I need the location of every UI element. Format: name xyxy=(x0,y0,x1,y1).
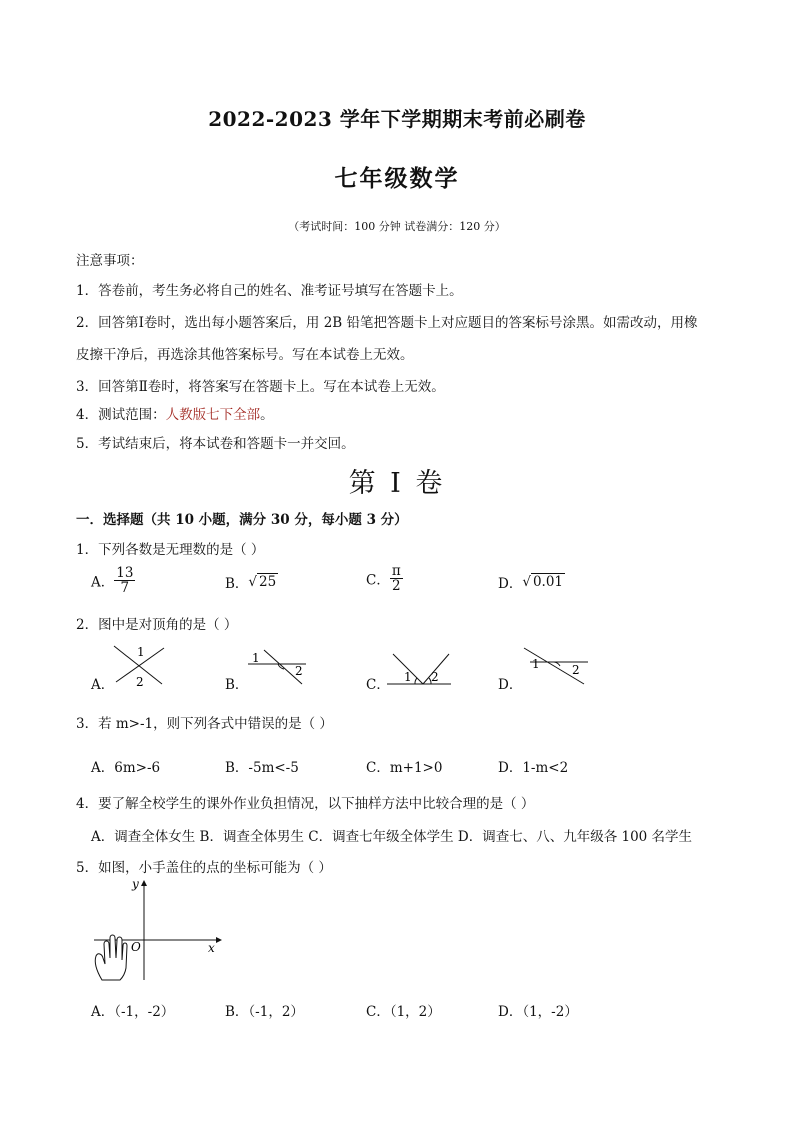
q2-b-angle-1: 1 xyxy=(252,651,260,665)
q3-option-a: A．6m>-6 xyxy=(91,760,161,776)
q1-stem: 1．下列各数是无理数的是（ ） xyxy=(76,542,265,558)
q1-d-label: D． xyxy=(498,576,523,592)
q4-options: A．调查全体女生 B．调查全体男生 C．调查七年级全体学生 D．调查七、八、九年级各 100 名学生 xyxy=(91,829,693,845)
q1-a-label: A． xyxy=(91,574,115,591)
q2-a-angle-1: 1 xyxy=(137,645,145,659)
q2-stem: 2．图中是对顶角的是（ ） xyxy=(76,617,238,633)
origin-label: O xyxy=(131,940,141,954)
q5-stem: 5．如图，小手盖住的点的坐标可能为（ ） xyxy=(76,860,332,876)
q1-a-denominator: 7 xyxy=(120,580,130,597)
y-axis-arrow-icon xyxy=(141,880,147,886)
q1-b-label: B． xyxy=(225,576,249,592)
exam-subtitle: 七年级数学 xyxy=(334,165,460,192)
note-item-4-suffix: 。 xyxy=(260,407,274,423)
q3-option-d: D．1-m<2 xyxy=(498,760,569,776)
note-item-2: 2．回答第Ⅰ卷时，选出每小题答案后，用 2B 铅笔把答题卡上对应题目的答案标号涂黑。如需改动，用橡 xyxy=(76,315,698,331)
q2-option-d-label: D． xyxy=(498,677,523,693)
x-axis-arrow-icon xyxy=(216,937,222,943)
note-item-5: 5．考试结束后，将本试卷和答题卡一并交回。 xyxy=(76,436,355,452)
q1-d-radicand: 0.01 xyxy=(532,574,563,590)
notes-heading: 注意事项： xyxy=(76,253,144,269)
y-axis-label: y xyxy=(132,877,139,891)
q5-option-b: B．（-1，2） xyxy=(225,1004,304,1020)
note-item-3: 3．回答第Ⅱ卷时，将答案写在答题卡上。写在本试卷上无效。 xyxy=(76,379,445,395)
note-item-1: 1．答卷前，考生务必将自己的姓名、准考证号填写在答题卡上。 xyxy=(76,283,463,299)
q1-a-fraction xyxy=(114,566,135,595)
q2-b-angle-2: 2 xyxy=(295,664,303,678)
q2-figure-a xyxy=(110,642,170,692)
q2-figure-c xyxy=(385,650,457,690)
sqrt-icon: √ xyxy=(522,574,531,590)
exam-title: 2022-2023 学年下学期期末考前必刷卷 xyxy=(208,107,586,131)
test-range: 人教版七下全部 xyxy=(165,407,261,423)
q3-option-b: B．-5m<-5 xyxy=(225,760,299,776)
q1-d-sqrt xyxy=(522,574,565,590)
exam-info: （考试时间：100 分钟 试卷满分：120 分） xyxy=(288,220,506,233)
q2-option-b-label: B． xyxy=(225,677,249,693)
note-item-4-prefix: 4．测试范围： xyxy=(76,407,166,423)
q1-b-sqrt xyxy=(248,574,278,590)
q1-option-a xyxy=(91,566,135,595)
q3-option-c: C．m+1>0 xyxy=(366,760,443,776)
q1-c-denominator: 2 xyxy=(391,578,401,595)
q5-coordinate-figure xyxy=(90,872,230,984)
q5-option-d: D．（1，-2） xyxy=(498,1004,578,1020)
q2-d-angle-2: 2 xyxy=(572,663,580,677)
q2-a-angle-2: 2 xyxy=(136,675,144,689)
q5-option-a: A．（-1，-2） xyxy=(91,1004,175,1020)
q2-c-angle-1: 1 xyxy=(404,670,412,684)
note-item-2-cont: 皮擦干净后，再选涂其他答案标号。写在本试卷上无效。 xyxy=(76,347,414,363)
q2-d-angle-1: 1 xyxy=(532,657,540,671)
q2-option-a-label: A． xyxy=(91,677,115,693)
q1-a-numerator: 13 xyxy=(116,565,134,581)
q1-c-fraction xyxy=(390,564,403,593)
note-item-4 xyxy=(76,403,274,423)
section-heading: 一．选择题（共 10 小题，满分 30 分，每小题 3 分） xyxy=(76,512,408,528)
q1-c-label: C． xyxy=(366,572,390,589)
q1-option-d xyxy=(498,572,565,592)
q2-option-c-label: C． xyxy=(366,677,390,693)
q4-stem: 4．要了解全校学生的课外作业负担情况，以下抽样方法中比较合理的是（ ） xyxy=(76,796,535,812)
q1-c-numerator: π xyxy=(391,563,401,579)
sqrt-icon: √ xyxy=(248,574,258,590)
hand-icon xyxy=(95,935,127,980)
x-axis-label: x xyxy=(208,941,215,955)
q2-figure-b xyxy=(244,644,314,690)
q1-option-b xyxy=(225,572,278,592)
q3-stem: 3．若 m>-1，则下列各式中错误的是（ ） xyxy=(76,716,333,732)
q5-option-c: C．（1，2） xyxy=(366,1004,441,1020)
q1-option-c xyxy=(366,564,403,593)
q2-c-angle-2: 2 xyxy=(431,670,439,684)
q2-figure-d xyxy=(520,644,592,690)
q1-b-radicand: 25 xyxy=(259,574,277,590)
part-title: 第 I 卷 xyxy=(348,468,446,499)
